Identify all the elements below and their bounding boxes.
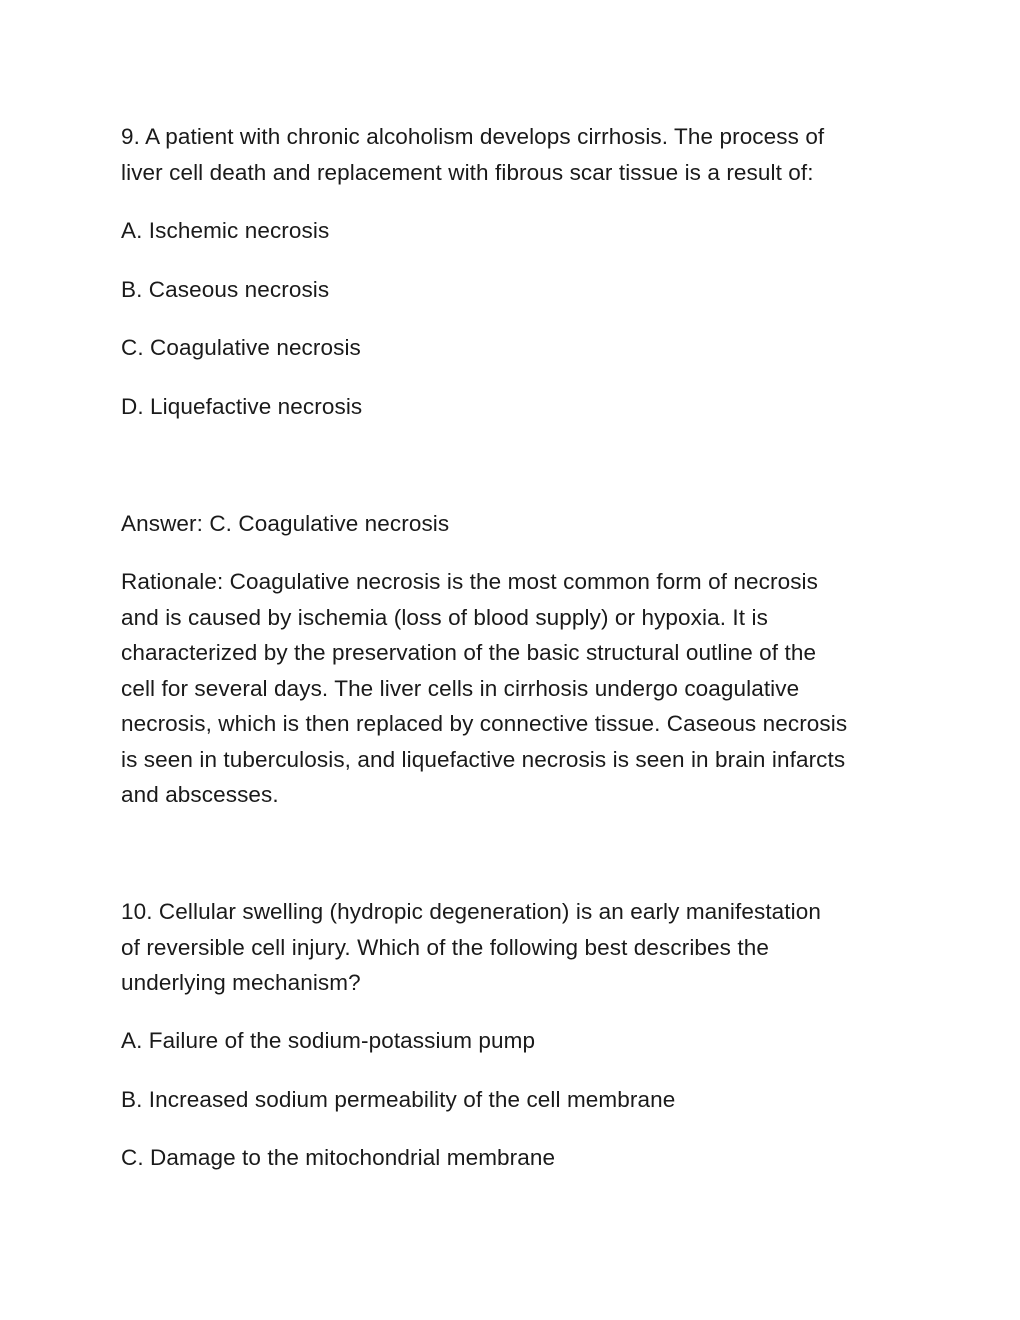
option-text: B. Increased sodium permeability of the cell membrane <box>121 1087 676 1112</box>
option-text: B. Caseous necrosis <box>121 277 330 302</box>
question-stem-line: 10. Cellular swelling (hydropic degeneration) is an early manifestation <box>121 899 821 924</box>
question-10-option-a <box>121 1023 911 1059</box>
question-9-rationale <box>121 564 911 813</box>
question-10-option-c <box>121 1140 911 1176</box>
option-text: A. Ischemic necrosis <box>121 218 330 243</box>
rationale-line: Rationale: Coagulative necrosis is the most common form of necrosis <box>121 569 818 594</box>
option-text: A. Failure of the sodium-potassium pump <box>121 1028 536 1053</box>
question-10-stem <box>121 894 911 1001</box>
option-text: C. Damage to the mitochondrial membrane <box>121 1145 556 1170</box>
rationale-line: characterized by the preservation of the basic structural outline of the <box>121 640 817 665</box>
rationale-line: and abscesses. <box>121 782 279 807</box>
answer-text: Answer: C. Coagulative necrosis <box>121 511 450 536</box>
question-9-option-a <box>121 213 911 249</box>
rationale-line: is seen in tuberculosis, and liquefactive necrosis is seen in brain infarcts <box>121 746 846 772</box>
question-stem-line: underlying mechanism? <box>121 970 361 995</box>
question-stem-line: of reversible cell injury. Which of the following best describes the <box>121 934 769 960</box>
question-9-option-d <box>121 389 911 425</box>
rationale-line: necrosis, which is then replaced by connective tissue. Caseous necrosis <box>121 711 848 736</box>
option-text: C. Coagulative necrosis <box>121 335 361 360</box>
rationale-line: cell for several days. The liver cells in cirrhosis undergo coagulative <box>121 675 800 701</box>
question-stem-line: 9. A patient with chronic alcoholism develops cirrhosis. The process of <box>121 124 825 149</box>
question-stem-line: liver cell death and replacement with fibrous scar tissue is a result of: <box>121 159 814 185</box>
question-9-answer <box>121 506 911 542</box>
question-9-option-c <box>121 330 911 366</box>
question-9-stem <box>121 119 911 190</box>
option-text: D. Liquefactive necrosis <box>121 394 363 419</box>
question-10-option-b <box>121 1082 911 1118</box>
rationale-line: and is caused by ischemia (loss of blood supply) or hypoxia. It is <box>121 604 768 630</box>
question-9-option-b <box>121 272 911 308</box>
